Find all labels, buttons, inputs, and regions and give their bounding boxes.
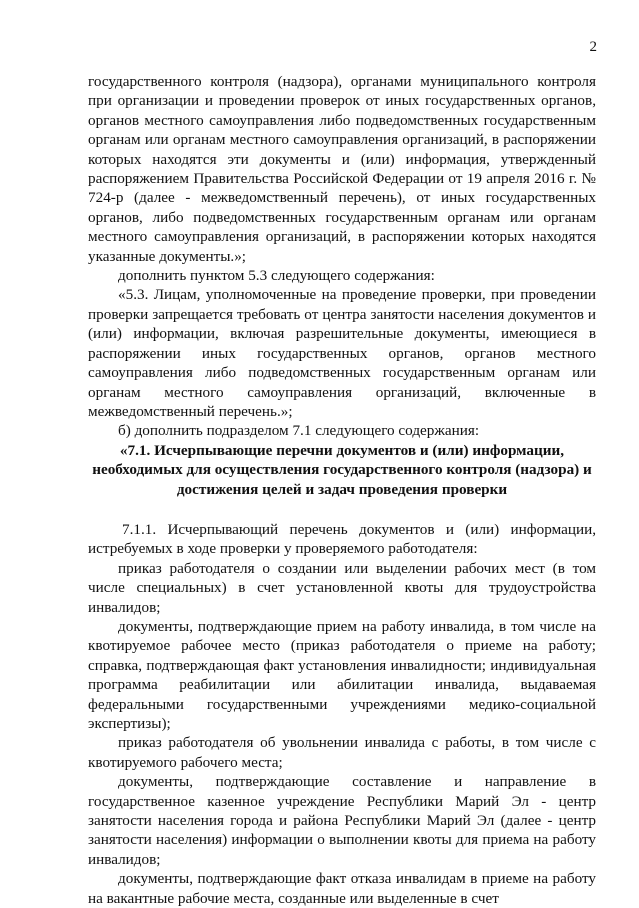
paragraph: документы, подтверждающие прием на работу инвалида, в том числе на квотируемое рабочее место (приказ работодателя о приеме на работу; справка, подтверждающая факт установления инвалидности; индивидуальная программа реабилитации или абилитации инвалида, выдаваемая федеральными государственными учреждениями медико-социальной экспертизы); [88, 617, 596, 732]
page-number: 2 [589, 39, 597, 55]
paragraph: б) дополнить подразделом 7.1 следующего содержания: [118, 422, 480, 440]
section-heading: «7.1. Исчерпывающие перечни документов и (или) информации, необходимых для осуществления государственного контроля (надзора) и достижения целей и задач проведения проверки [92, 441, 592, 498]
paragraph: документы, подтверждающие составление и направление в государственное казенное учреждение Республики Марий Эл - центр занятости населения города и района Республики Марий Эл (далее - центр занятости населения) информации о выполнении квоты для приема на работу инвалидов; [88, 773, 596, 868]
paragraph: приказ работодателя о создании или выделении рабочих мест (в том числе специальных) в счет установленной квоты для трудоустройства инвалидов; [88, 559, 596, 616]
paragraph: документы, подтверждающие факт отказа инвалидам в приеме на работу на вакантные рабочие места, созданные или выделенные в счет [88, 870, 596, 907]
paragraph: дополнить пунктом 5.3 следующего содержания: [118, 267, 435, 285]
document-body [88, 72, 596, 908]
paragraph: 7.1.1. Исчерпывающий перечень документов и (или) информации, истребуемых в ходе проверки у проверяемого работодателя: [88, 520, 596, 558]
paragraph: государственного контроля (надзора), органами муниципального контроля при организации и проведении проверок от иных государственных органов, органов местного самоуправления либо подведомственных государственным органам или органам местного самоуправления организаций, в распоряжении которых находятся эти документы и (или) информация, утвержденный распоряжением Правительства Российской Федерации от 19 апреля 2016 г. № 724-р (далее - межведомственный перечень), от иных государственных органов, либо подведомственных государственным органам или органам местного самоуправления организаций, в распоряжении которых находятся указанные документы.»; [88, 73, 596, 265]
paragraph: приказ работодателя об увольнении инвалида с работы, в том числе с квотируемого рабочего места; [88, 734, 596, 771]
spacer [88, 499, 596, 520]
paragraph: «5.3. Лицам, уполномоченные на проведение проверки, при проведении проверки запрещается требовать от центра занятости населения документов и (или) информации, включая разрешительные документы, имеющиеся в распоряжении иных государственных органов, органов местного самоуправления либо подведомственных государственным органам или органам местного самоуправления организаций, включенные в межведомственный перечень.»; [88, 286, 596, 420]
